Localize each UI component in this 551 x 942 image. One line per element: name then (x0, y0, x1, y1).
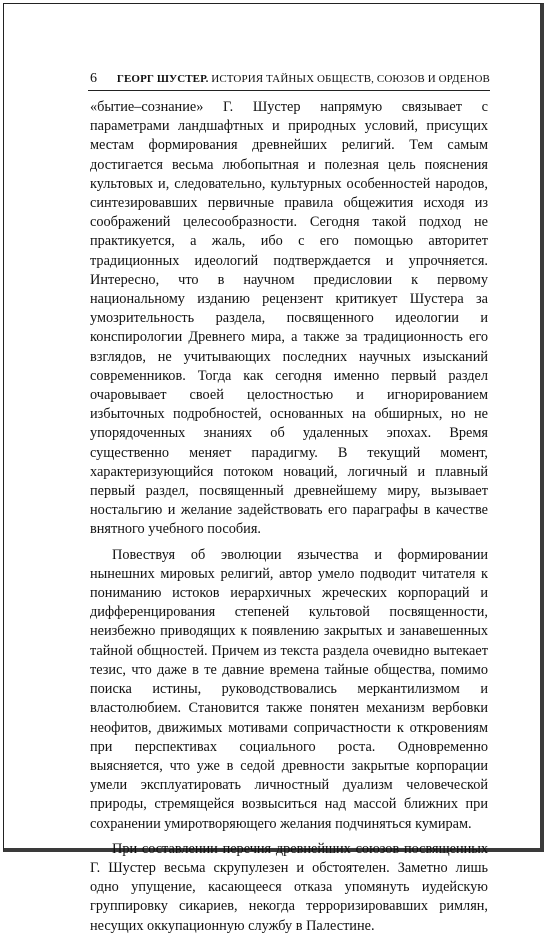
page-header (88, 70, 490, 91)
body-text (90, 98, 488, 942)
running-head (117, 73, 490, 85)
paragraph-3: При составлении перечня древнейших союзов посвященных Г. Шустер весьма скрупулезен и обстоятелен. Заметно лишь одно упущение, касающееся отказа упомянуть иудейскую группировку сикариев, некогда терроризировавших римлян, несущих оккупационную службу в Палестине. (90, 840, 488, 934)
page-number: 6 (90, 71, 97, 86)
paragraph-1: «бытие–сознание» Г. Шустер напрямую связывает с параметрами ландшафтных и природных условий, присущих местам формирования древнейших религий. Тем самым достигается весьма любопытная и полезная цель пояснения культовых и, следовательно, культурных особенностей народов, синтезировавших первичные правила общежития исходя из соображений целесообразности. Сегодня такой подход не практикуется, а жаль, ибо с его помощью авторитет традиционных идеологий подтверждается и упрочняется. Интересно, что в научном предисловии к первому национальному изданию рецензент критикует Шустера за умозрительность раздела, посвященного идеологии и конспирологии Древнего мира, а также за традиционность его взглядов, не учитывающих последних научных изысканий современников. Тогда как сегодня именно первый раздел очаровывает своей целостностью и игнорированием избыточных подробностей, основанных на обширных, но не упорядоченных знаниях об удаленных эпохах. Время существенно меняет парадигму. В текущий момент, характеризующийся потоком новаций, логичный и плавный первый раздел, посвященный древнейшему миру, вызывает ностальгию и желание задействовать его параграфы в качестве внятного учебного пособия. (90, 99, 488, 538)
running-head-author: ГЕОРГ ШУСТЕР. (116, 73, 209, 85)
book-page (3, 3, 544, 934)
running-head-title: ИСТОРИЯ ТАЙНЫХ ОБЩЕСТВ, СОЮЗОВ И ОРДЕНОВ (211, 73, 490, 85)
paragraph-2: Повествуя об эволюции язычества и формировании нынешних мировых религий, автор умело подводит читателя к пониманию истоков иерархичных жреческих корпораций и дифференцирования степеней культовой посвященности, неизбежно приводящих к появлению закрытых и занавешенных тайной общностей. Причем из текста раздела очевидно вытекает тезис, что даже в те давние времена тайные общества, помимо поиска истины, руководствовались меркантилизмом и властолюбием. Становится также понятен механизм вербовки неофитов, движимых мотивами сопричастности к откровениям при перспективах социального роста. Одновременно выясняется, что уже в седой древности закрытые корпорации умели эксплуатировать личностный дуализм человеческой природы, стремящейся возвыситься над массой ближних при сохранении умиротворяющего желания подчиняться кумирам. (90, 546, 488, 832)
